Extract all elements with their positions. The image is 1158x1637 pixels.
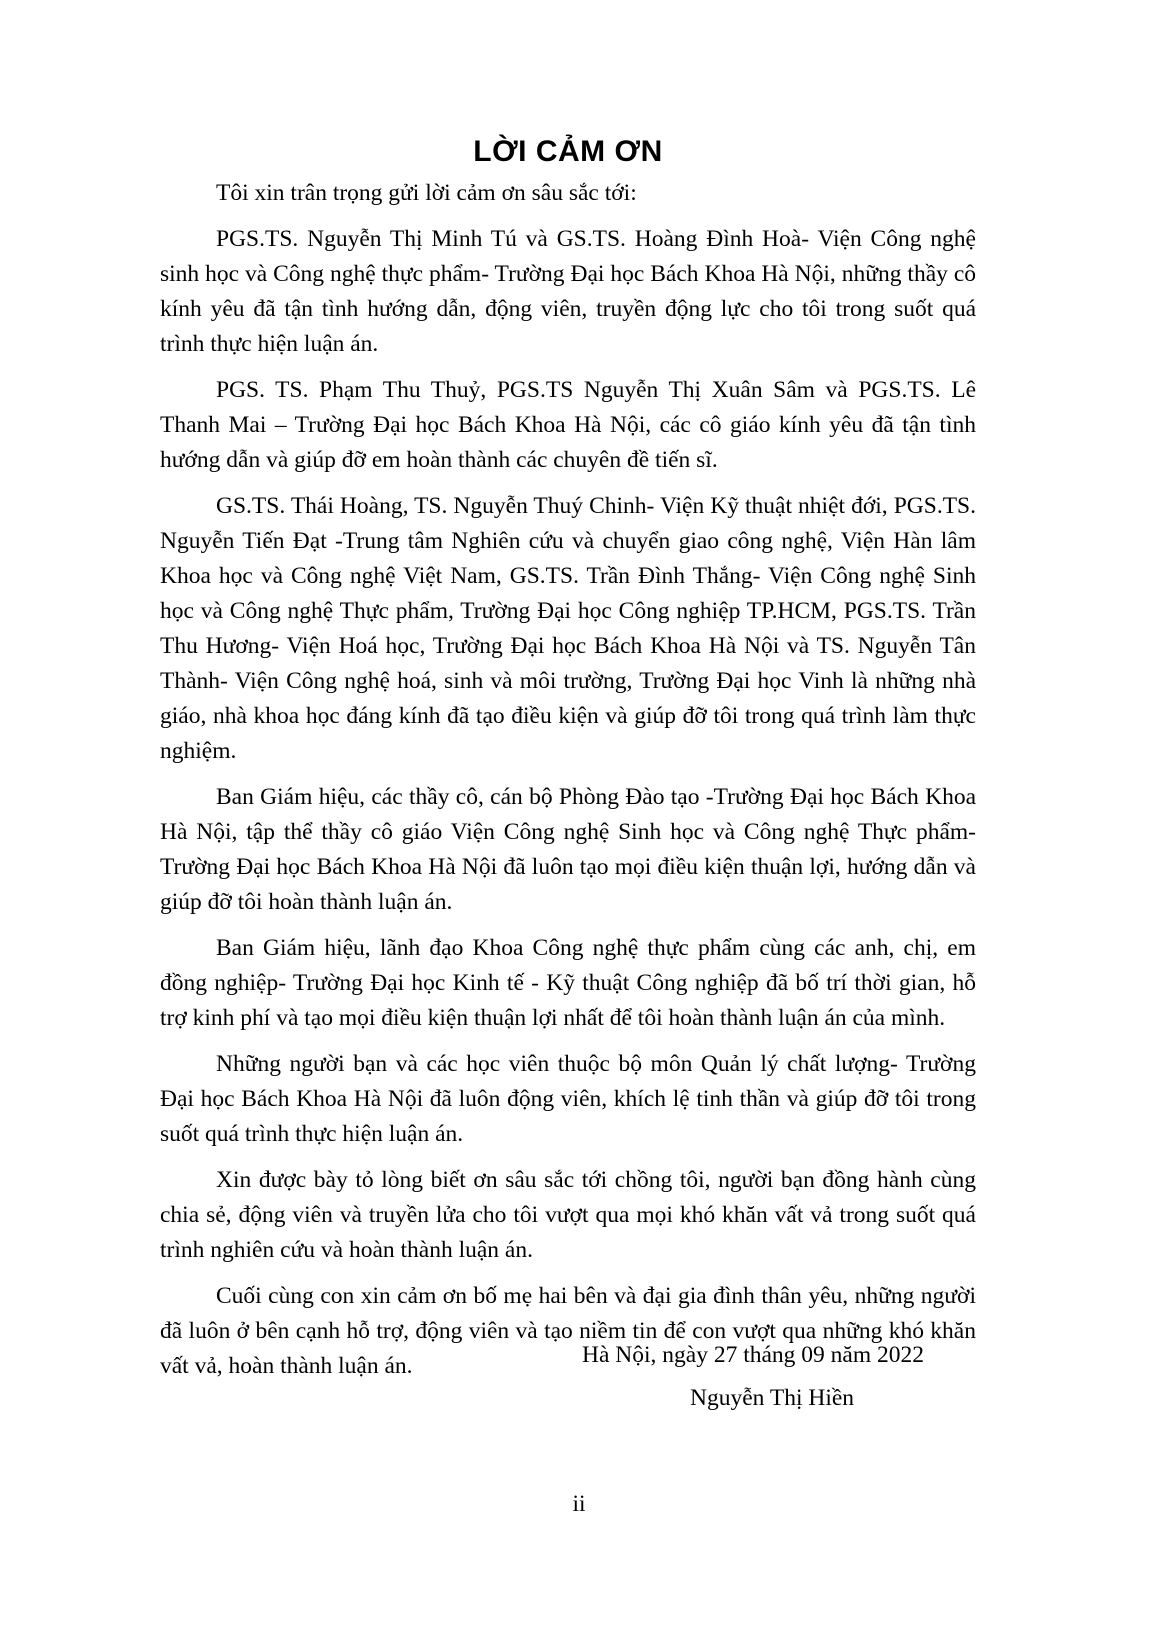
intro-paragraph: Tôi xin trân trọng gửi lời cảm ơn sâu sắc tới:: [216, 180, 637, 206]
acknowledgement-paragraph: PGS.TS. Nguyễn Thị Minh Tú và GS.TS. Hoàng Đình Hoà- Viện Công nghệ sinh học và Công nghệ thực phẩm- Trường Đại học Bách Khoa Hà Nội, những thầy cô kính yêu đã tận tình hướng dẫn, động viên, truyền động lực cho tôi trong suốt quá trình thực hiện luận án.: [160, 226, 976, 357]
page-number: ii: [572, 1491, 586, 1517]
acknowledgement-paragraph: Ban Giám hiệu, lãnh đạo Khoa Công nghệ thực phẩm cùng các anh, chị, em đồng nghiệp- Trường Đại học Kinh tế - Kỹ thuật Công nghiệp đã bố trí thời gian, hỗ trợ kinh phí và tạo mọi điều kiện thuận lợi nhất để tôi hoàn thành luận án của mình.: [160, 935, 976, 1031]
signature-date: Hà Nội, ngày 27 tháng 09 năm 2022: [582, 1342, 925, 1368]
acknowledgement-paragraph: Cuối cùng con xin cảm ơn bố mẹ hai bên và đại gia đình thân yêu, những người đã luôn ở bên cạnh hỗ trợ, động viên và tạo niềm tin để con vượt qua những khó khăn vất vả, hoàn thành luận án.: [160, 1283, 976, 1379]
acknowledgement-paragraph: Những người bạn và các học viên thuộc bộ môn Quản lý chất lượng- Trường Đại học Bách Khoa Hà Nội đã luôn động viên, khích lệ tinh thần và giúp đỡ tôi trong suốt quá trình thực hiện luận án.: [160, 1051, 976, 1147]
document-body: [160, 128, 976, 1395]
acknowledgement-paragraph: Ban Giám hiệu, các thầy cô, cán bộ Phòng Đào tạo -Trường Đại học Bách Khoa Hà Nội, tập thể thầy cô giáo Viện Công nghệ Sinh học và Công nghệ Thực phẩm- Trường Đại học Bách Khoa Hà Nội đã luôn tạo mọi điều kiện thuận lợi, hướng dẫn và giúp đỡ tôi hoàn thành luận án.: [160, 784, 976, 915]
acknowledgement-paragraph: PGS. TS. Phạm Thu Thuỷ, PGS.TS Nguyễn Thị Xuân Sâm và PGS.TS. Lê Thanh Mai – Trường Đại học Bách Khoa Hà Nội, các cô giáo kính yêu đã tận tình hướng dẫn và giúp đỡ em hoàn thành các chuyên đề tiến sĩ.: [160, 377, 976, 473]
page-title: LỜI CẢM ƠN: [473, 135, 663, 168]
acknowledgement-paragraph: GS.TS. Thái Hoàng, TS. Nguyễn Thuý Chinh- Viện Kỹ thuật nhiệt đới, PGS.TS. Nguyễn Tiến Đạt -Trung tâm Nghiên cứu và chuyển giao công nghệ, Viện Hàn lâm Khoa học và Công nghệ Việt Nam, GS.TS. Trần Đình Thắng- Viện Công nghệ Sinh học và Công nghệ Thực phẩm, Trường Đại học Công nghiệp TP.HCM, PGS.TS. Trần Thu Hương- Viện Hoá học, Trường Đại học Bách Khoa Hà Nội và TS. Nguyễn Tân Thành- Viện Công nghệ hoá, sinh và môi trường, Trường Đại học Vinh là những nhà giáo, nhà khoa học đáng kính đã tạo điều kiện và giúp đỡ tôi trong quá trình làm thực nghiệm.: [160, 493, 976, 764]
signature-name: Nguyễn Thị Hiền: [690, 1385, 855, 1411]
acknowledgement-paragraph: Xin được bày tỏ lòng biết ơn sâu sắc tới chồng tôi, người bạn đồng hành cùng chia sẻ, động viên và truyền lửa cho tôi vượt qua mọi khó khăn vất vả trong suốt quá trình nghiên cứu và hoàn thành luận án.: [160, 1167, 976, 1263]
